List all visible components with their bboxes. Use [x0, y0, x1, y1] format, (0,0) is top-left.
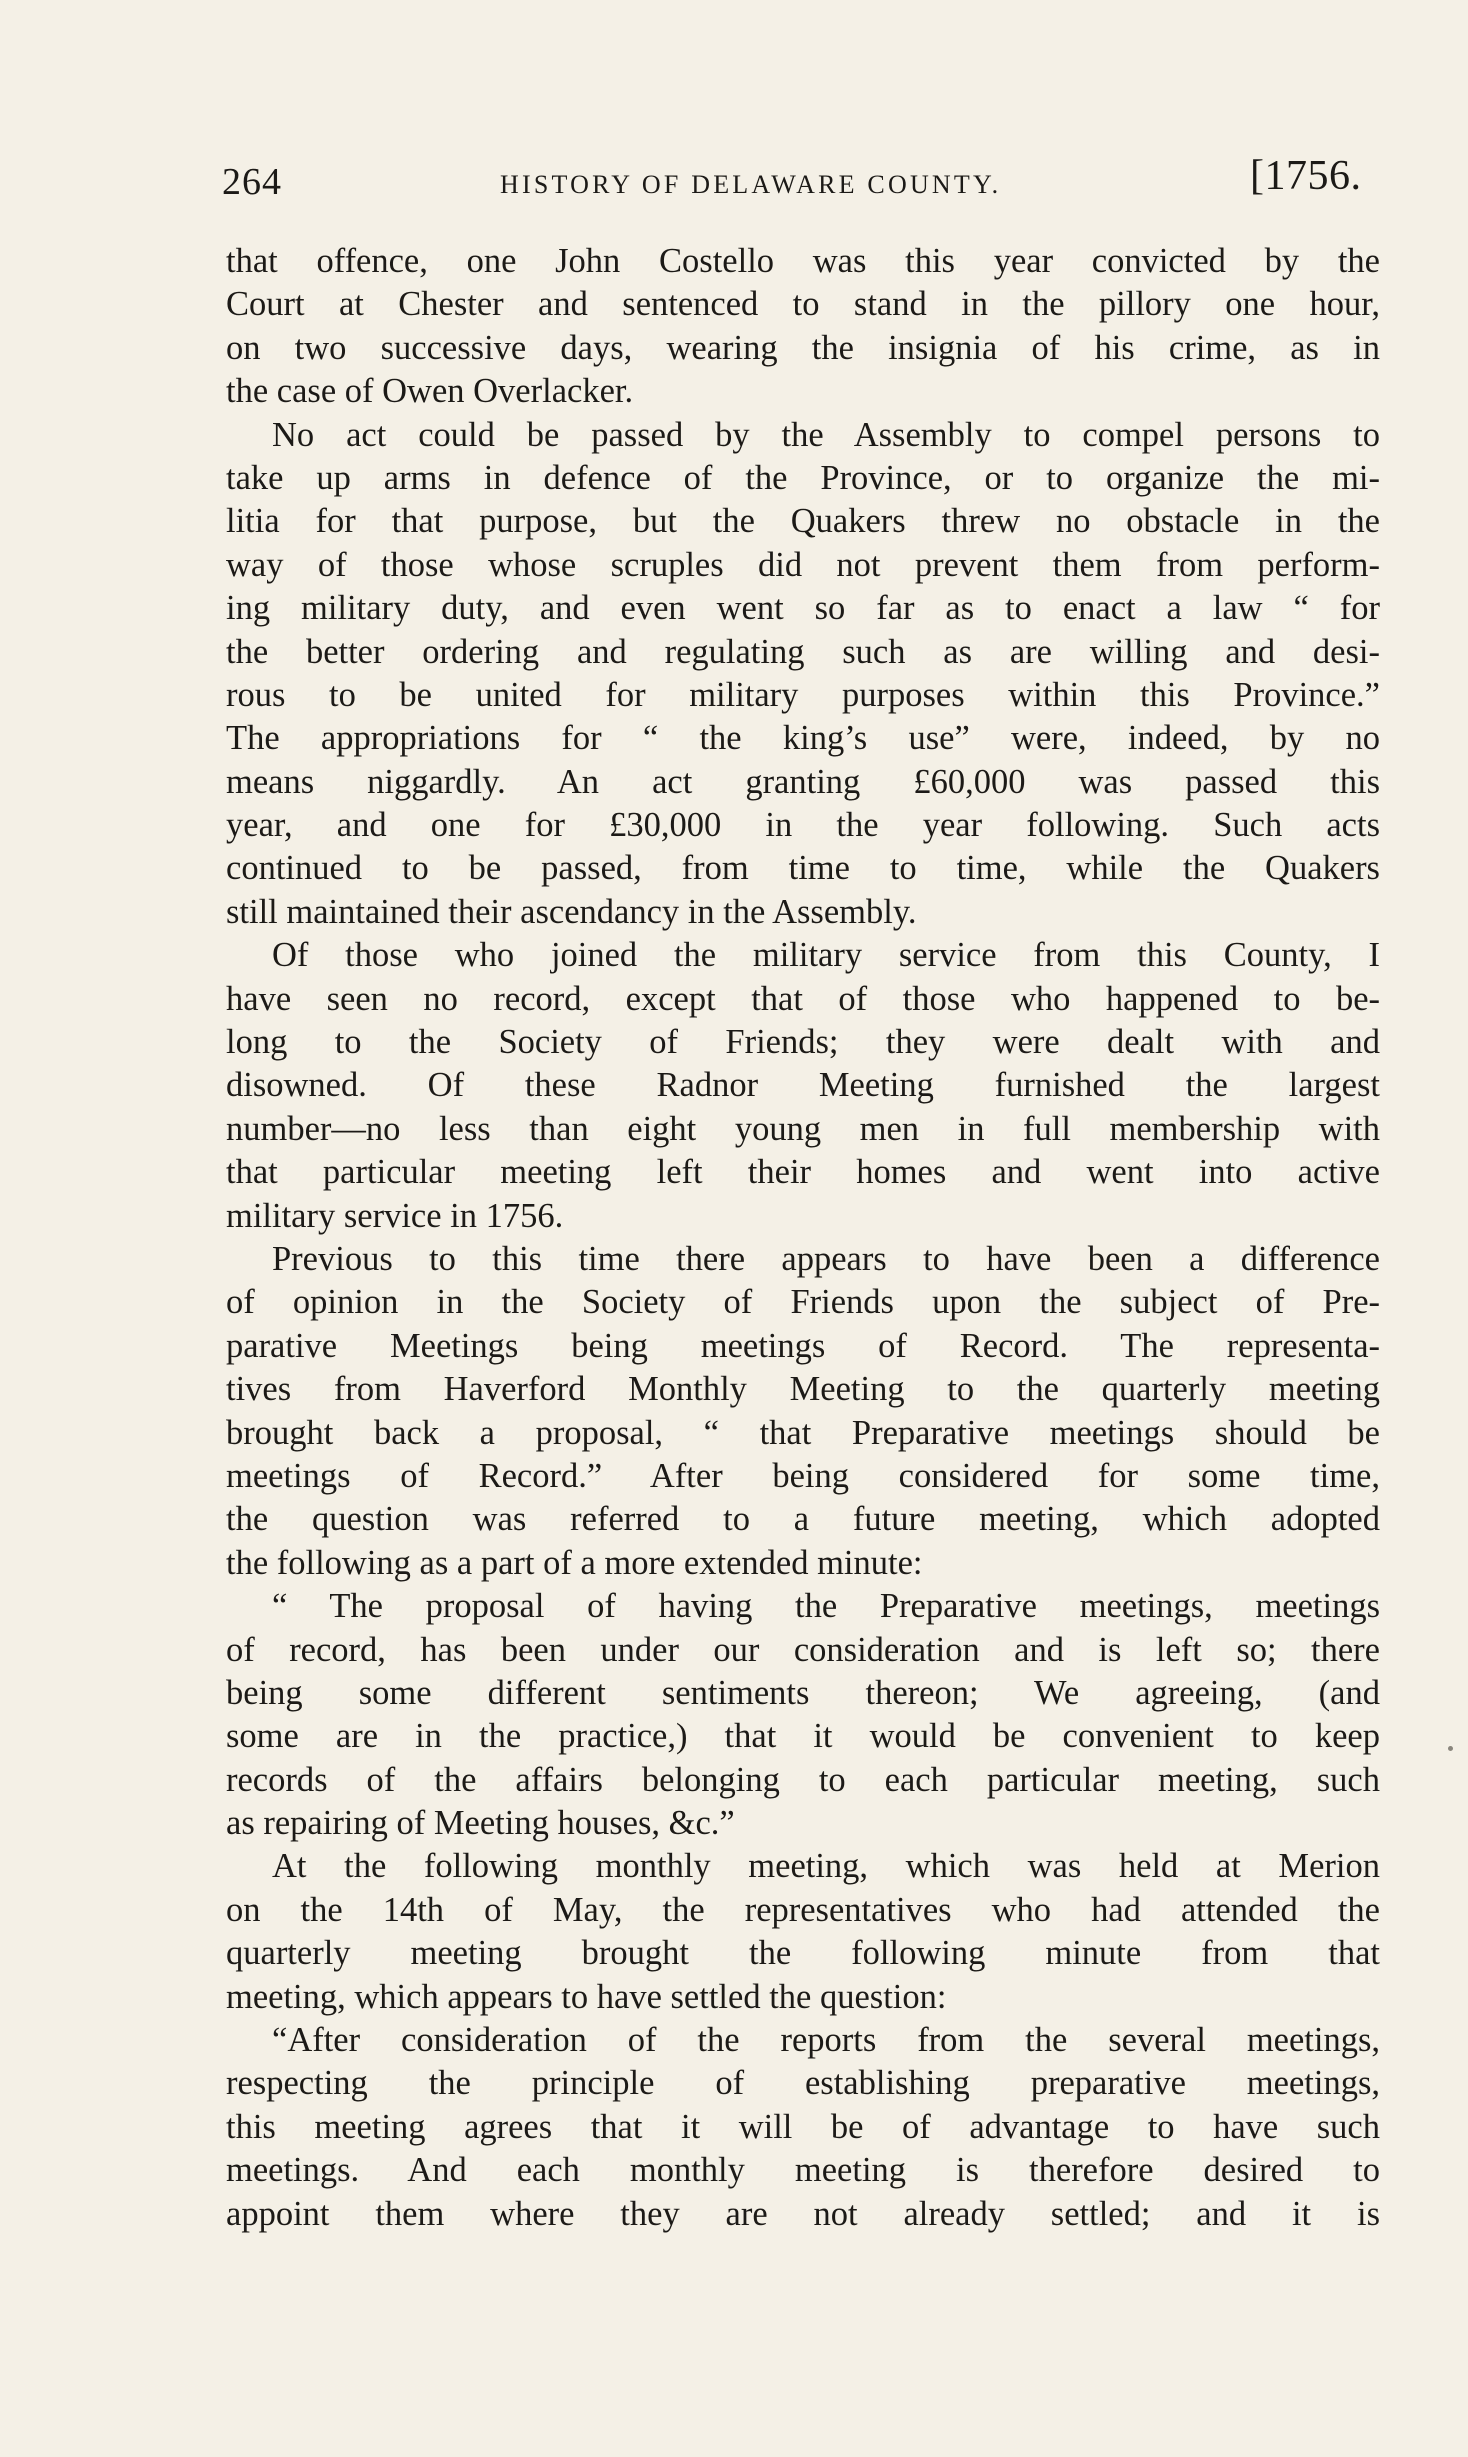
text-line: Of those who joined the military service from this County, I — [272, 936, 1380, 975]
text-line: long to the Society of Friends; they were dealt with and — [226, 1023, 1380, 1062]
text-line: still maintained their ascendancy in the Assembly. — [226, 892, 917, 931]
text-line: disowned. Of these Radnor Meeting furnished the largest — [226, 1066, 1380, 1105]
text-line: on the 14th of May, the representatives who had attended the — [226, 1890, 1380, 1929]
text-line: The appropriations for “ the king’s use” were, indeed, by no — [226, 719, 1380, 758]
text-line: litia for that purpose, but the Quakers threw no obstacle in the — [226, 502, 1380, 541]
text-line: meeting, which appears to have settled the question: — [226, 1977, 947, 2016]
text-line: of opinion in the Society of Friends upon the subject of Pre- — [226, 1283, 1380, 1322]
running-head: HISTORY OF DELAWARE COUNTY. — [500, 170, 1002, 199]
text-line: the better ordering and regulating such as are willing and desi- — [226, 632, 1380, 671]
text-line: as repairing of Meeting houses, &c.” — [226, 1804, 735, 1843]
text-line: the following as a part of a more extended minute: — [226, 1543, 923, 1582]
text-line: this meeting agrees that it will be of advantage to have such — [226, 2107, 1380, 2146]
text-line: that particular meeting left their homes and went into active — [226, 1153, 1380, 1192]
text-line: Previous to this time there appears to have been a difference — [272, 1239, 1380, 1278]
body-text — [226, 240, 1380, 2236]
text-line: the case of Owen Overlacker. — [226, 372, 634, 411]
text-line: that offence, one John Costello was this year convicted by the — [226, 242, 1380, 280]
text-line: on two successive days, wearing the insignia of his crime, as in — [226, 328, 1380, 367]
text-line: respecting the principle of establishing preparative meetings, — [226, 2064, 1380, 2103]
text-line: At the following monthly meeting, which was held at Merion — [272, 1847, 1380, 1886]
text-line: “After consideration of the reports from the several meetings, — [272, 2021, 1380, 2060]
text-line: parative Meetings being meetings of Record. The representa- — [226, 1326, 1380, 1365]
text-line: some are in the practice,) that it would be convenient to keep — [226, 1717, 1380, 1756]
text-line: meetings. And each monthly meeting is therefore desired to — [226, 2151, 1380, 2190]
margin-speck — [1448, 1746, 1453, 1751]
text-line: have seen no record, except that of those who happened to be- — [226, 979, 1380, 1018]
text-line: continued to be passed, from time to time, while the Quakers — [226, 849, 1380, 888]
text-line: number—no less than eight young men in full membership with — [226, 1109, 1380, 1148]
text-line: appoint them where they are not already settled; and it is — [226, 2194, 1380, 2233]
page-header — [222, 150, 1382, 210]
text-line: way of those whose scruples did not prevent them from perform- — [226, 545, 1380, 584]
text-line: Court at Chester and sentenced to stand in the pillory one hour, — [226, 285, 1380, 324]
text-line: military service in 1756. — [226, 1196, 564, 1235]
text-line: year, and one for £30,000 in the year following. Such acts — [226, 806, 1380, 845]
text-line: meetings of Record.” After being considered for some time, — [226, 1456, 1380, 1495]
text-line: being some different sentiments thereon; We agreeing, (and — [226, 1673, 1380, 1712]
year-mark: [1756. — [1250, 153, 1362, 199]
text-line: quarterly meeting brought the following minute from that — [226, 1934, 1380, 1973]
text-line: tives from Haverford Monthly Meeting to the quarterly meeting — [226, 1370, 1380, 1409]
text-line: rous to be united for military purposes within this Province.” — [226, 675, 1380, 714]
text-line: records of the affairs belonging to each particular meeting, such — [226, 1760, 1380, 1799]
text-line: No act could be passed by the Assembly to compel persons to — [272, 415, 1380, 454]
text-line: brought back a proposal, “ that Preparative meetings should be — [226, 1413, 1380, 1452]
text-line: ing military duty, and even went so far as to enact a law “ for — [226, 589, 1380, 628]
text-line: the question was referred to a future meeting, which adopted — [226, 1500, 1380, 1539]
text-line: take up arms in defence of the Province, or to organize the mi- — [226, 458, 1380, 497]
text-line: means niggardly. An act granting £60,000 was passed this — [226, 762, 1380, 801]
text-line: of record, has been under our consideration and is left so; there — [226, 1630, 1380, 1669]
page-number: 264 — [222, 161, 282, 203]
text-line: “ The proposal of having the Preparative meetings, meetings — [272, 1587, 1380, 1626]
